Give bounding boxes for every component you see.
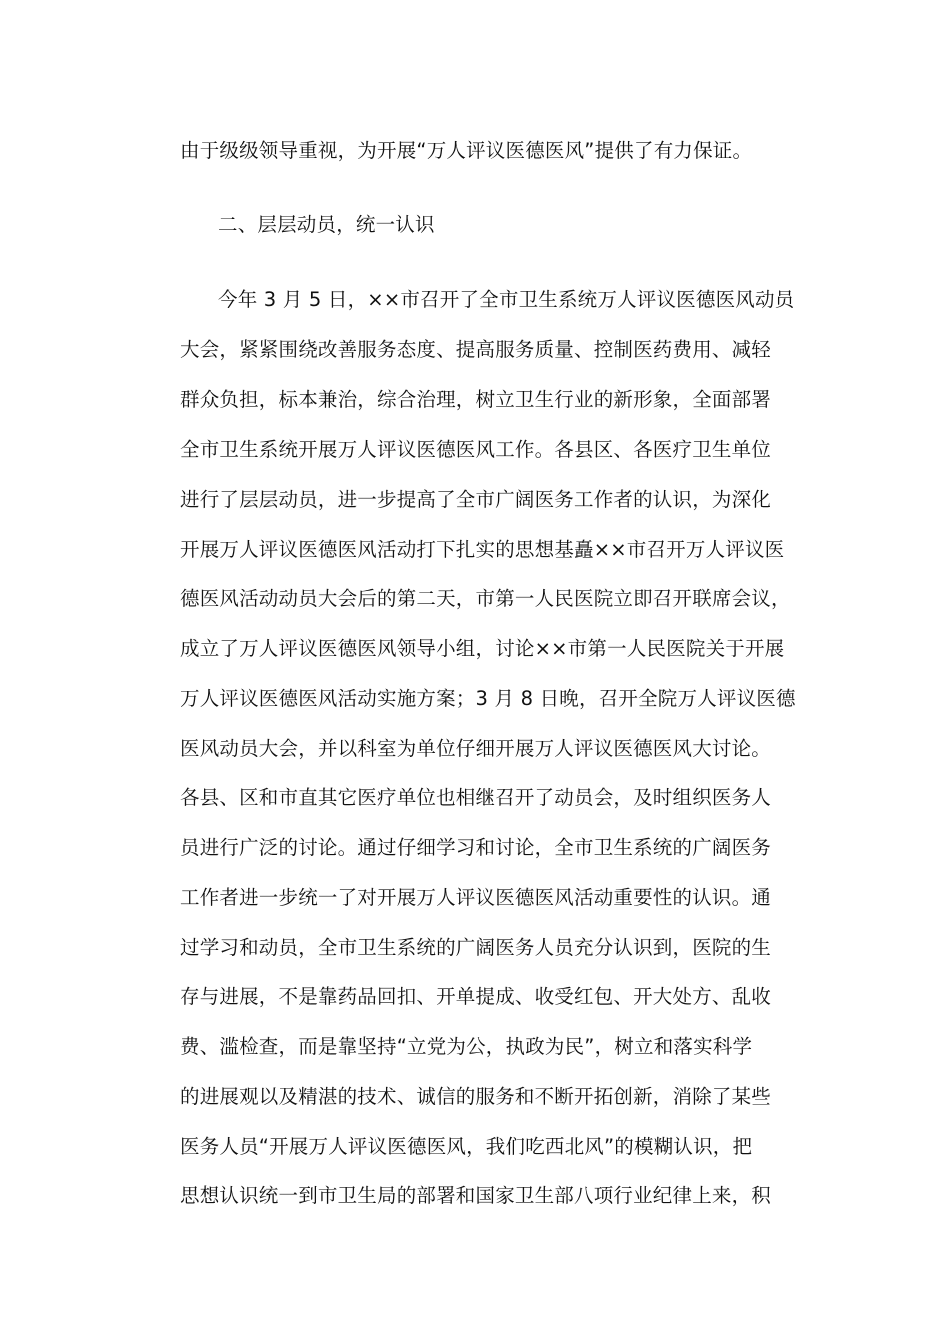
paragraph-line: 群众负担，标本兼治，综合治理，树立卫生行业的新形象，全面部署 (180, 388, 772, 411)
paragraph-line: 德医风活动动员大会后的第二天，市第一人民医院立即召开联席会议， (180, 587, 791, 610)
section-heading: 二、层层动员，统一认识 (218, 213, 435, 236)
paragraph-line: 过学习和动员，全市卫生系统的广阔医务人员充分认识到，医院的生 (180, 936, 772, 959)
paragraph-line: 费、滥检查，而是靠坚持“立党为公，执政为民”，树立和落实科学 (180, 1035, 753, 1058)
paragraph-line: 存与进展，不是靠药品回扣、开单提成、收受红包、开大处方、乱收 (180, 985, 772, 1008)
paragraph-line: 由于级级领导重视，为开展“万人评议医德医风”提供了有力保证。 (180, 139, 753, 162)
paragraph-line: 工作者进一步统一了对开展万人评议医德医风活动重要性的认识。通 (180, 886, 772, 909)
paragraph-line: 大会，紧紧围绕改善服务态度、提高服务质量、控制医药费用、减轻 (180, 338, 772, 361)
paragraph-line: 万人评议医德医风活动实施方案；3 月 8 日晚，召开全院万人评议医德 (180, 687, 796, 710)
paragraph-line: 全市卫生系统开展万人评议医德医风工作。各县区、各医疗卫生单位 (180, 438, 772, 461)
paragraph-line: 今年 3 月 5 日，××市召开了全市卫生系统万人评议医德医风动员 (218, 288, 795, 311)
paragraph-line: 的进展观以及精湛的技术、诚信的服务和不断开拓创新，消除了某些 (180, 1085, 772, 1108)
paragraph-line: 进行了层层动员，进一步提高了全市广阔医务工作者的认识，为深化 (180, 488, 772, 511)
paragraph-line: 医风动员大会，并以科室为单位仔细开展万人评议医德医风大讨论。 (180, 737, 772, 760)
paragraph-line: 开展万人评议医德医风活动打下扎实的思想基矗××市召开万人评议医 (180, 538, 785, 561)
paragraph-line: 员进行广泛的讨论。通过仔细学习和讨论，全市卫生系统的广阔医务 (180, 836, 772, 859)
paragraph-line: 成立了万人评议医德医风领导小组，讨论××市第一人民医院关于开展 (180, 637, 785, 660)
paragraph-line: 各县、区和市直其它医疗单位也相继召开了动员会，及时组织医务人 (180, 786, 772, 809)
paragraph-line: 医务人员“开展万人评议医德医风，我们吃西北风”的模糊认识，把 (180, 1135, 753, 1158)
paragraph-line: 思想认识统一到市卫生局的部署和国家卫生部八项行业纪律上来，积 (180, 1184, 772, 1207)
